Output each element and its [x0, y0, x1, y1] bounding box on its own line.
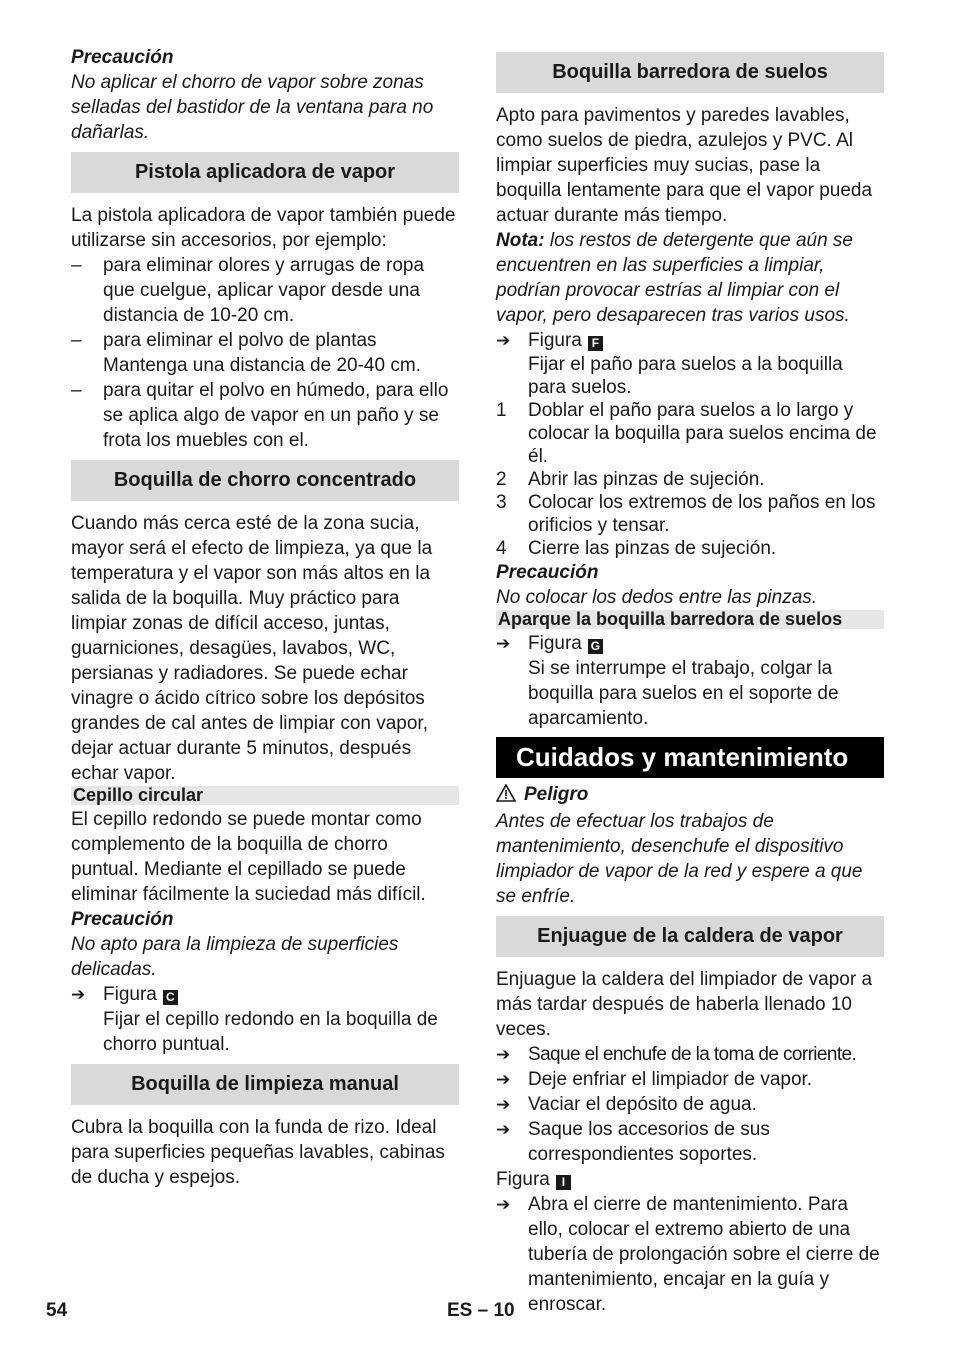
- pistola-intro: La pistola aplicadora de vapor también puede utilizarse sin accesorios, por ejemplo:: [71, 205, 456, 251]
- caution-text: No apto para la limpieza de superficies delicadas.: [71, 934, 399, 980]
- arrow-icon: ➔: [71, 985, 86, 1004]
- heading-manual: Boquilla de limpieza manual: [71, 1064, 459, 1105]
- list-item: [496, 1117, 884, 1167]
- figure-letter-badge: G: [588, 639, 603, 654]
- list-item: [496, 1042, 884, 1067]
- figure-instruction-text: Si se interrumpe el trabajo, colgar la boquilla para suelos en el soporte de aparcamiento.: [528, 658, 839, 729]
- figure-letter-badge: C: [163, 990, 178, 1005]
- figure-label: Figura: [528, 330, 582, 351]
- arrow-icon: ➔: [496, 331, 511, 350]
- list-item: [496, 1067, 884, 1092]
- list-item: [71, 253, 459, 328]
- figure-reference: [496, 328, 884, 353]
- barredora-text: Apto para pavimentos y paredes lavables, como suelos de piedra, azulejos y PVC. Al limpiar superficies muy sucias, pase la boquilla lentamente para que el vapor pueda actuar durante más tiempo.: [496, 105, 873, 226]
- step-number: 3: [496, 492, 507, 513]
- list-item-text: para quitar el polvo en húmedo, para ello se aplica algo de vapor en un paño y se frota los muebles con el.: [103, 380, 449, 451]
- list-item: [496, 1092, 884, 1117]
- list-item-text: para eliminar olores y arrugas de ropa que cuelgue, aplicar vapor desde una distancia de 10-20 cm.: [103, 255, 425, 326]
- list-item: [496, 537, 884, 560]
- arrow-icon: ➔: [496, 1095, 511, 1114]
- step-text: Colocar los extremos de los paños en los orificios y tensar.: [528, 492, 876, 536]
- figure-instruction: [496, 656, 884, 731]
- chorro-text: Cuando más cerca esté de la zona sucia, mayor será el efecto de limpieza, ya que la temperatura y el vapor son más altos en la salida de la boquilla. Muy práctico para limpiar zonas de difícil acceso, juntas, guarniciones, desagües, lavabos, WC, persianas y radiadores. Se puede echar vinagre o ácido cítrico sobre los depósitos grandes de cal antes de limpiar con vapor, dejar actuar durante 5 minutos, después echar vapor.: [71, 513, 433, 784]
- heading-enjuague: Enjuague de la caldera de vapor: [496, 916, 884, 957]
- step-text: Abra el cierre de mantenimiento. Para ello, colocar el extremo abierto de una tubería de prolongación sobre el cierre de mantenimiento, encajar en la guía y enroscar.: [528, 1194, 880, 1315]
- figure-instruction: [496, 353, 884, 399]
- dash-marker: –: [71, 330, 82, 351]
- list-item: [71, 328, 459, 378]
- manual-text: Cubra la boquilla con la funda de rizo. Ideal para superficies pequeñas lavables, cabinas de ducha y espejos.: [71, 1117, 445, 1188]
- page-number: 54: [46, 1300, 68, 1321]
- arrow-icon: ➔: [496, 1070, 511, 1089]
- list-item: [496, 1192, 884, 1317]
- left-column: [71, 45, 459, 1190]
- figure-reference: [496, 631, 884, 656]
- figure-label: Figura: [528, 633, 582, 654]
- list-item: [496, 468, 884, 491]
- right-column: [496, 45, 884, 1317]
- step-number: 2: [496, 469, 507, 490]
- heading-cepillo: Cepillo circular: [71, 786, 459, 805]
- caution-title: Precaución: [496, 562, 599, 583]
- figure-instruction-text: Fijar el paño para suelos a la boquilla para suelos.: [528, 354, 843, 398]
- caution-text: No aplicar el chorro de vapor sobre zonas selladas del bastidor de la ventana para no dañarlas.: [71, 72, 434, 143]
- note-label: Nota:: [496, 230, 545, 251]
- figure-reference: [71, 982, 459, 1007]
- note-text: los restos de detergente que aún se encuentren en las superficies a limpiar, podrían provocar estrías al limpiar con el vapor, pero desaparecen tras varios usos.: [496, 230, 853, 326]
- figure-letter-badge: F: [588, 336, 603, 351]
- heading-barredora: Boquilla barredora de suelos: [496, 52, 884, 93]
- step-text: Saque el enchufe de la toma de corriente.: [528, 1044, 857, 1065]
- cepillo-text: El cepillo redondo se puede montar como complemento de la boquilla de chorro puntual. Mediante el cepillado se puede eliminar fácilmente la suciedad más difícil.: [71, 809, 426, 905]
- chapter-title: Cuidados y mantenimiento: [496, 737, 884, 778]
- step-text: Vaciar el depósito de agua.: [528, 1094, 757, 1115]
- step-text: Saque los accesorios de sus correspondientes soportes.: [528, 1119, 770, 1165]
- section-indicator: ES – 10: [447, 1300, 515, 1321]
- list-item: [496, 491, 884, 537]
- figure-letter-badge: I: [556, 1175, 571, 1190]
- caution-text: No colocar los dedos entre las pinzas.: [496, 587, 818, 608]
- heading-aparque: Aparque la boquilla barredora de suelos: [496, 610, 884, 629]
- caution-title: Precaución: [71, 909, 174, 930]
- step-number: 1: [496, 400, 507, 421]
- figure-instruction: [71, 1007, 459, 1057]
- step-text: Cierre las pinzas de sujeción.: [528, 538, 777, 559]
- figure-instruction-text: Fijar el cepillo redondo en la boquilla de chorro puntual.: [103, 1009, 438, 1055]
- list-item: [71, 378, 459, 453]
- list-item: [496, 399, 884, 468]
- heading-chorro: Boquilla de chorro concentrado: [71, 460, 459, 501]
- figure-reference: [496, 1167, 884, 1192]
- arrow-icon: ➔: [496, 634, 511, 653]
- arrow-icon: ➔: [496, 1195, 511, 1214]
- warning-triangle-icon: [496, 784, 516, 809]
- dash-marker: –: [71, 380, 82, 401]
- enjuague-text: Enjuague la caldera del limpiador de vapor a más tardar después de haberla llenado 10 veces.: [496, 969, 873, 1040]
- danger-title-row: [496, 782, 884, 809]
- figure-label: Figura: [496, 1169, 550, 1190]
- arrow-icon: ➔: [496, 1120, 511, 1139]
- heading-pistola: Pistola aplicadora de vapor: [71, 152, 459, 193]
- step-text: Abrir las pinzas de sujeción.: [528, 469, 765, 490]
- list-item-text: para eliminar el polvo de plantas Mantenga una distancia de 20-40 cm.: [103, 330, 421, 376]
- step-text: Deje enfriar el limpiador de vapor.: [528, 1069, 813, 1090]
- danger-text: Antes de efectuar los trabajos de mantenimiento, desenchufe el dispositivo limpiador de vapor de la red y espere a que se enfríe.: [496, 811, 863, 907]
- step-text: Doblar el paño para suelos a lo largo y colocar la boquilla para suelos encima de él.: [528, 400, 877, 467]
- step-number: 4: [496, 538, 507, 559]
- danger-title: Peligro: [524, 784, 589, 805]
- arrow-icon: ➔: [496, 1045, 511, 1064]
- note-paragraph: [496, 228, 884, 328]
- dash-marker: –: [71, 255, 82, 276]
- figure-label: Figura: [103, 984, 157, 1005]
- caution-title: Precaución: [71, 47, 174, 68]
